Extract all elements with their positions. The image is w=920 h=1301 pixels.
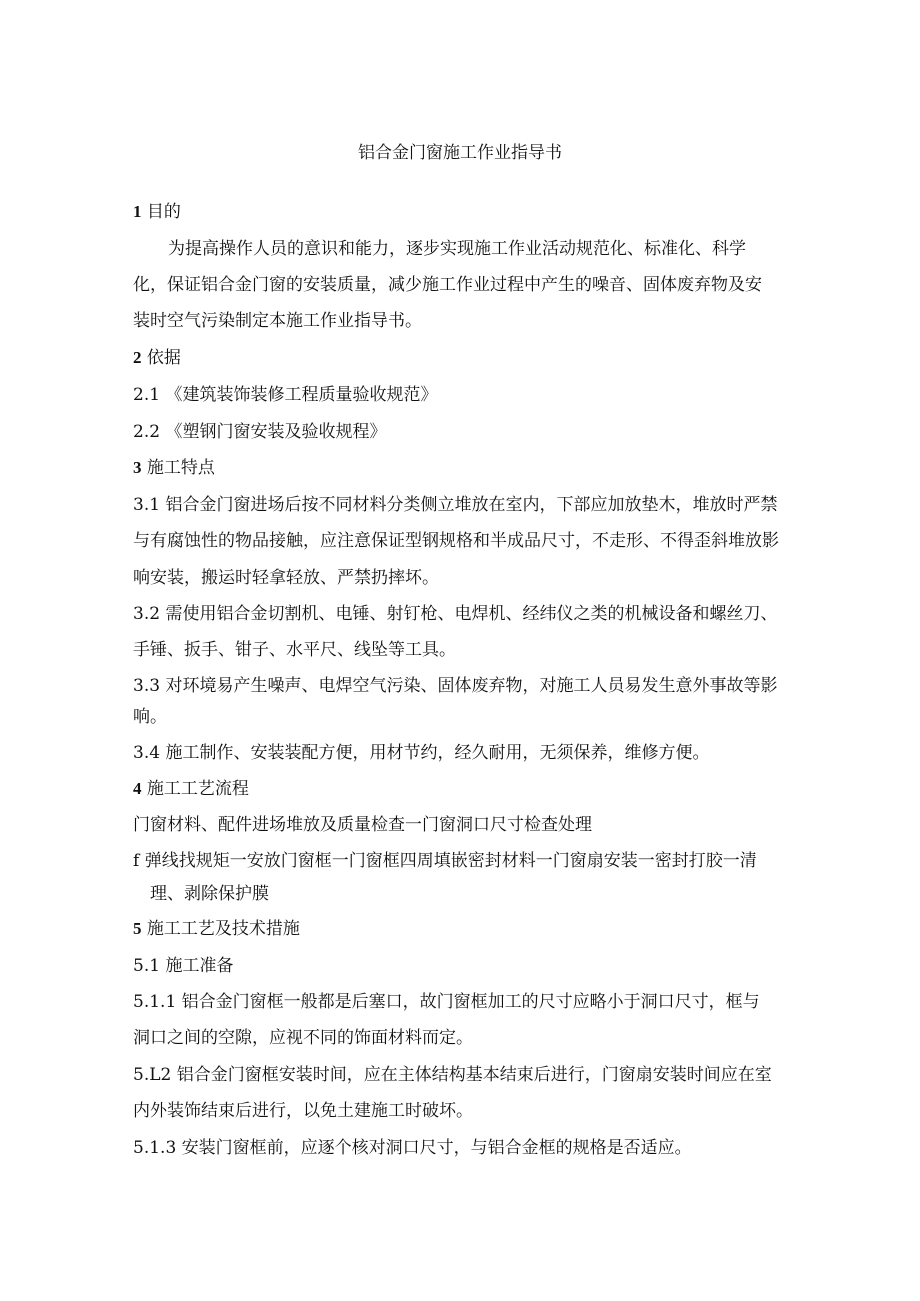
process-flow-line-2: f 弹线找规矩一安放门窗框一门窗框四周填嵌密封材料一门窗扇安装一密封打胶一清 [133, 851, 757, 871]
item-5-1-2-line-2: 内外装饰结束后进行，以免土建施工时破坏。 [133, 1101, 473, 1121]
item-5-1-1-line-1: 5.1.1 铝合金门窗框一般都是后塞口，故门窗框加工的尺寸应略小于洞口尺寸，框与 [133, 992, 760, 1012]
section-1-number: 1 [133, 202, 142, 221]
section-1-title: 目的 [146, 202, 181, 222]
item-3-1-line-2: 与有腐蚀性的物品接触，应注意保证型钢规格和半成品尺寸，不走形、不得歪斜堆放影 [133, 531, 779, 551]
section-5-title: 施工工艺及技术措施 [146, 919, 300, 939]
document-title: 铝合金门窗施工作业指导书 [358, 143, 562, 163]
item-5-1-3-line-1: 5.1.3 安装门窗框前，应逐个核对洞口尺寸，与铝合金框的规格是否适应。 [133, 1138, 692, 1158]
section-4-heading [133, 777, 249, 801]
basis-item-1: 2.1 《建筑装饰装修工程质量验收规范》 [133, 385, 438, 405]
section-4-title: 施工工艺流程 [146, 779, 249, 799]
section-2-heading [133, 346, 181, 370]
item-3-3-line-2: 响。 [133, 707, 167, 727]
process-flow-line-1: 门窗材料、配件进场堆放及质量检查一门窗洞口尺寸检查处理 [133, 815, 592, 835]
section-1-heading [133, 200, 181, 224]
section-2-title: 依据 [146, 348, 181, 368]
section-5-number: 5 [133, 919, 142, 938]
item-3-3-line-1: 3.3 对环境易产生噪声、电焊空气污染、固体废弃物，对施工人员易发生意外事故等影 [133, 676, 778, 696]
section-1-paragraph-line-3: 装时空气污染制定本施工作业指导书。 [133, 311, 422, 331]
item-5-1-2-line-1: 5.L2 铝合金门窗框安装时间，应在主体结构基本结束后进行，门窗扇安装时间应在室 [133, 1065, 772, 1085]
section-1-paragraph-line-2: 化，保证铝合金门窗的安装质量，减少施工作业过程中产生的噪音、固体废弃物及安 [133, 275, 762, 295]
section-5-heading [133, 917, 300, 941]
section-2-number: 2 [133, 348, 142, 367]
section-3-heading [133, 456, 215, 480]
item-3-1-line-3: 响安装，搬运时轻拿轻放、严禁扔摔坏。 [133, 568, 439, 588]
item-3-4-line-1: 3.4 施工制作、安装装配方便，用材节约，经久耐用，无须保养，维修方便。 [133, 743, 710, 763]
process-flow-line-3: 理、剥除保护膜 [150, 884, 269, 904]
item-3-2-line-1: 3.2 需使用铝合金切割机、电锤、射钉枪、电焊机、经纬仪之类的机械设备和螺丝刀、 [133, 604, 778, 624]
basis-item-2: 2.2 《塑钢门窗安装及验收规程》 [133, 422, 387, 442]
subsection-5-1-heading: 5.1 施工准备 [133, 956, 234, 976]
section-3-title: 施工特点 [146, 458, 215, 478]
section-1-paragraph-line-1: 为提高操作人员的意识和能力，逐步实现施工作业活动规范化、标准化、科学 [168, 239, 746, 259]
item-3-1-line-1: 3.1 铝合金门窗进场后按不同材料分类侧立堆放在室内，下部应加放垫木，堆放时严禁 [133, 495, 778, 515]
section-3-number: 3 [133, 458, 142, 477]
item-3-2-line-2: 手锤、扳手、钳子、水平尺、线坠等工具。 [133, 640, 456, 660]
section-4-number: 4 [133, 779, 142, 798]
item-5-1-1-line-2: 洞口之间的空隙，应视不同的饰面材料而定。 [133, 1028, 473, 1048]
